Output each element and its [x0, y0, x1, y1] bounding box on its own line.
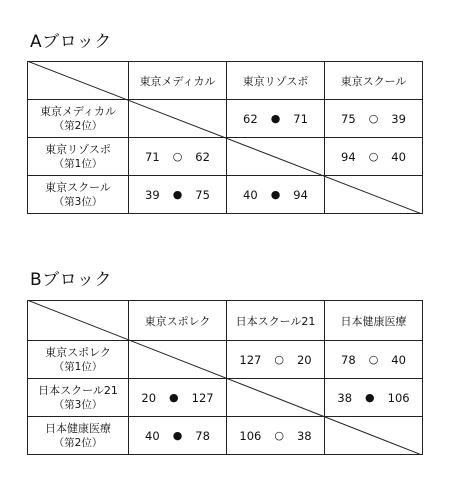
team-rank: （第3位）: [53, 399, 103, 411]
loss-mark-icon: ●: [365, 391, 375, 404]
block-a-title: Aブロック: [30, 32, 112, 52]
score-away: 78: [195, 428, 210, 443]
team-name: 日本健康医療: [45, 422, 111, 435]
block-b-title: Bブロック: [30, 270, 112, 290]
team-name: 東京スポレク: [45, 346, 111, 359]
team-rank: （第2位）: [53, 120, 103, 132]
score-away: 38: [296, 428, 312, 443]
win-mark-icon: ○: [172, 150, 183, 163]
score-home: 78: [341, 352, 356, 367]
score-away: 20: [296, 352, 312, 367]
score-home: 94: [341, 149, 356, 164]
score-home: 20: [141, 390, 157, 405]
score-away: 71: [293, 111, 308, 126]
score-home: 40: [145, 428, 160, 443]
win-mark-icon: ○: [368, 112, 379, 125]
score-away: 40: [391, 352, 406, 367]
score-away: 62: [195, 149, 210, 164]
loss-mark-icon: ●: [172, 429, 183, 442]
diagonal-line: [27, 61, 422, 214]
score-away: 94: [293, 187, 308, 202]
team-header-label: 東京リゾスポ: [242, 74, 309, 88]
score-home: 127: [239, 352, 262, 367]
team-rank: （第3位）: [53, 196, 103, 208]
win-mark-icon: ○: [368, 150, 379, 163]
win-mark-icon: ○: [368, 353, 379, 366]
score-home: 38: [337, 390, 353, 405]
score-away: 40: [391, 149, 406, 164]
score-away: 106: [387, 390, 410, 405]
team-header-label: 東京メディカル: [139, 74, 216, 88]
team-header-label: 東京スクール: [340, 74, 407, 88]
score-away: 75: [195, 187, 210, 202]
loss-mark-icon: ●: [172, 188, 183, 201]
team-name: 東京スクール: [45, 181, 111, 194]
team-rank: （第2位）: [53, 437, 103, 449]
team-header-label: 東京スポレク: [144, 314, 211, 328]
score-away: 39: [391, 111, 406, 126]
team-name: 東京メディカル: [39, 105, 117, 118]
win-mark-icon: ○: [274, 353, 284, 366]
loss-mark-icon: ●: [270, 112, 281, 125]
score-home: 62: [243, 111, 258, 126]
diagonal-line: [27, 300, 422, 455]
loss-mark-icon: ●: [169, 391, 179, 404]
score-home: 40: [243, 187, 258, 202]
team-header-label: 日本健康医療: [340, 314, 407, 328]
team-header-label: 日本スクール21: [235, 314, 316, 328]
score-home: 39: [145, 187, 160, 202]
win-mark-icon: ○: [274, 429, 284, 442]
score-home: 71: [145, 149, 160, 164]
loss-mark-icon: ●: [270, 188, 281, 201]
team-rank: （第1位）: [53, 361, 103, 373]
team-name: 日本スクール21: [38, 384, 118, 397]
team-rank: （第1位）: [53, 158, 103, 170]
score-home: 106: [239, 428, 262, 443]
score-away: 127: [191, 390, 214, 405]
score-home: 75: [341, 111, 356, 126]
team-name: 東京リゾスポ: [45, 143, 111, 156]
